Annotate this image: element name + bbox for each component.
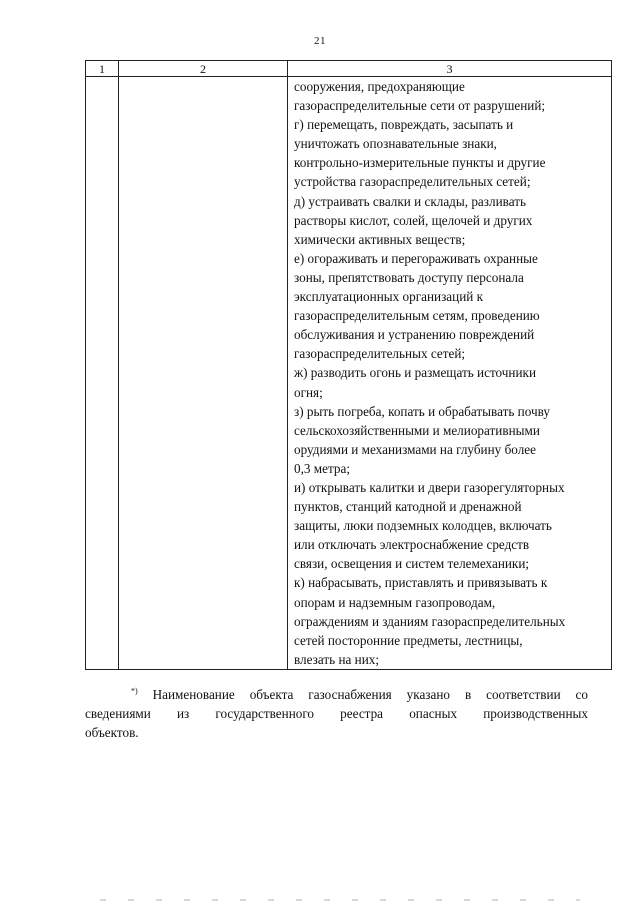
text-line: ограждениям и зданиям газораспределительных — [294, 613, 566, 629]
table-cell-col2 — [119, 77, 288, 670]
requirements-table — [85, 60, 612, 670]
text-line: газораспределительных сетей; — [294, 346, 466, 362]
text-line: связи, освещения и систем телемеханики; — [294, 556, 530, 572]
column-header-3: 3 — [288, 61, 612, 77]
text-line: з) рыть погреба, копать и обрабатывать почву — [294, 403, 550, 419]
text-line: контрольно-измерительные пункты и другие — [294, 155, 546, 171]
text-line: 0,3 метра; — [294, 460, 351, 476]
text-line: влезать на них; — [294, 651, 380, 667]
footnote-marker: *) — [131, 686, 138, 696]
text-line: е) огораживать и перегораживать охранные — [294, 250, 538, 266]
footnote-text-line-3: объектов. — [85, 725, 139, 740]
scan-artifact — [100, 899, 580, 901]
text-line: огня; — [294, 384, 323, 400]
table-header-row — [86, 61, 612, 77]
text-line: газораспределительным сетям, проведению — [294, 308, 540, 324]
text-line: пунктов, станций катодной и дренажной — [294, 499, 522, 515]
text-line: эксплуатационных организаций к — [294, 289, 484, 305]
table-cell-col1 — [86, 77, 119, 670]
text-line: сетей посторонние предметы, лестницы, — [294, 632, 523, 648]
text-line: зоны, препятствовать доступу персонала — [294, 269, 524, 285]
text-line: обслуживания и устранению повреждений — [294, 327, 535, 343]
text-line: д) устраивать свалки и склады, разливать — [294, 193, 526, 209]
text-line: устройства газораспределительных сетей; — [294, 174, 531, 190]
text-line: г) перемещать, повреждать, засыпать и — [294, 117, 514, 133]
text-line: уничтожать опознавательные знаки, — [294, 136, 497, 152]
text-line: сельскохозяйственными и мелиоративными — [294, 422, 540, 438]
column-header-1: 1 — [86, 61, 119, 77]
text-line: и) открывать калитки и двери газорегуляторных — [294, 479, 565, 495]
text-line: опорам и надземным газопроводам, — [294, 594, 496, 610]
page-number: 21 — [314, 35, 326, 47]
text-line: сооружения, предохраняющие — [294, 79, 465, 94]
footnote-text-line-1: Наименование объекта газоснабжения указано в соответствии со — [152, 687, 588, 702]
text-line: химически активных веществ; — [294, 231, 466, 247]
footnote-text-line-2: сведениями из государственного реестра опасных производственных — [85, 706, 588, 721]
table-cell-col3 — [288, 77, 612, 670]
text-line: защиты, люки подземных колодцев, включать — [294, 518, 552, 534]
restrictions-text — [288, 77, 611, 669]
footnote — [85, 685, 588, 742]
text-line: растворы кислот, солей, щелочей и других — [294, 212, 533, 228]
text-line: орудиями и механизмами на глубину более — [294, 441, 536, 457]
text-line: или отключать электроснабжение средств — [294, 537, 530, 553]
table-row — [86, 77, 612, 670]
text-line: ж) разводить огонь и размещать источники — [294, 365, 537, 381]
column-header-2: 2 — [119, 61, 288, 77]
text-line: к) набрасывать, приставлять и привязывать к — [294, 575, 548, 591]
text-line: газораспределительные сети от разрушений; — [294, 98, 546, 114]
